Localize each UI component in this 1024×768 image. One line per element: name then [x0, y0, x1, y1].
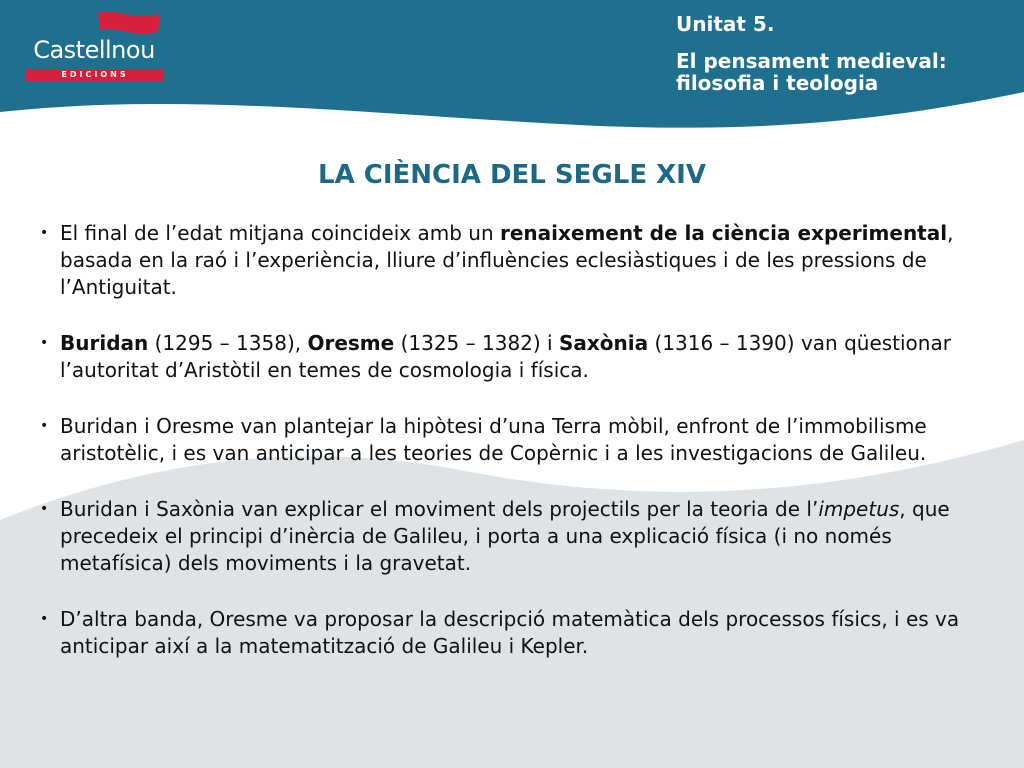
slide-title: LA CIÈNCIA DEL SEGLE XIV [318, 160, 706, 190]
bullet-item: • Buridan i Oresme van plantejar la hipòtesi d’una Terra mòbil, enfront de l’immobilisme aristotèlic, i es van anticipar a les teories de Copèrnic i a les investigacions de Galileu. [40, 414, 927, 465]
unit-number: Unitat 5. [676, 12, 775, 36]
bullet-item: • El final de l’edat mitjana coincideix amb un renaixement de la ciència experimental, basada en la raó i l’experiència, lliure d’influències eclesiàstiques i de les pressions de l’Antiguitat. [40, 221, 954, 299]
bullet-dot-icon: • [40, 418, 49, 434]
bullet-list [40, 220, 990, 660]
bullet-item: • D’altra banda, Oresme va proposar la descripció matemàtica dels processos físics, i es va anticipar així a la matematització de Galileu i Kepler. [40, 607, 960, 658]
unit-header [676, 12, 1006, 94]
logo-subtitle: EDICIONS [26, 69, 164, 81]
red-flag-icon [20, 8, 170, 38]
castellnou-logo [20, 8, 170, 78]
bullet-item: • Buridan i Saxònia van explicar el moviment dels projectils per la teoria de l’impetus, que precedeix el principi d’inèrcia de Galileu, i porta a una explicació física (i no només metafísica) dels moviments i la gravetat. [40, 497, 950, 575]
bullet-dot-icon: • [40, 611, 49, 627]
bullet-dot-icon: • [40, 501, 49, 517]
logo-name: Castellnou [33, 36, 155, 64]
bullet-item: • Buridan (1295 – 1358), Oresme (1325 – 1382) i Saxònia (1316 – 1390) van qüestionar l’autoritat d’Aristòtil en temes de cosmologia i física. [40, 331, 951, 382]
bullet-dot-icon: • [40, 225, 49, 241]
unit-subtitle: El pensament medieval: filosofia i teologia [676, 49, 947, 95]
bullet-dot-icon: • [40, 335, 49, 351]
